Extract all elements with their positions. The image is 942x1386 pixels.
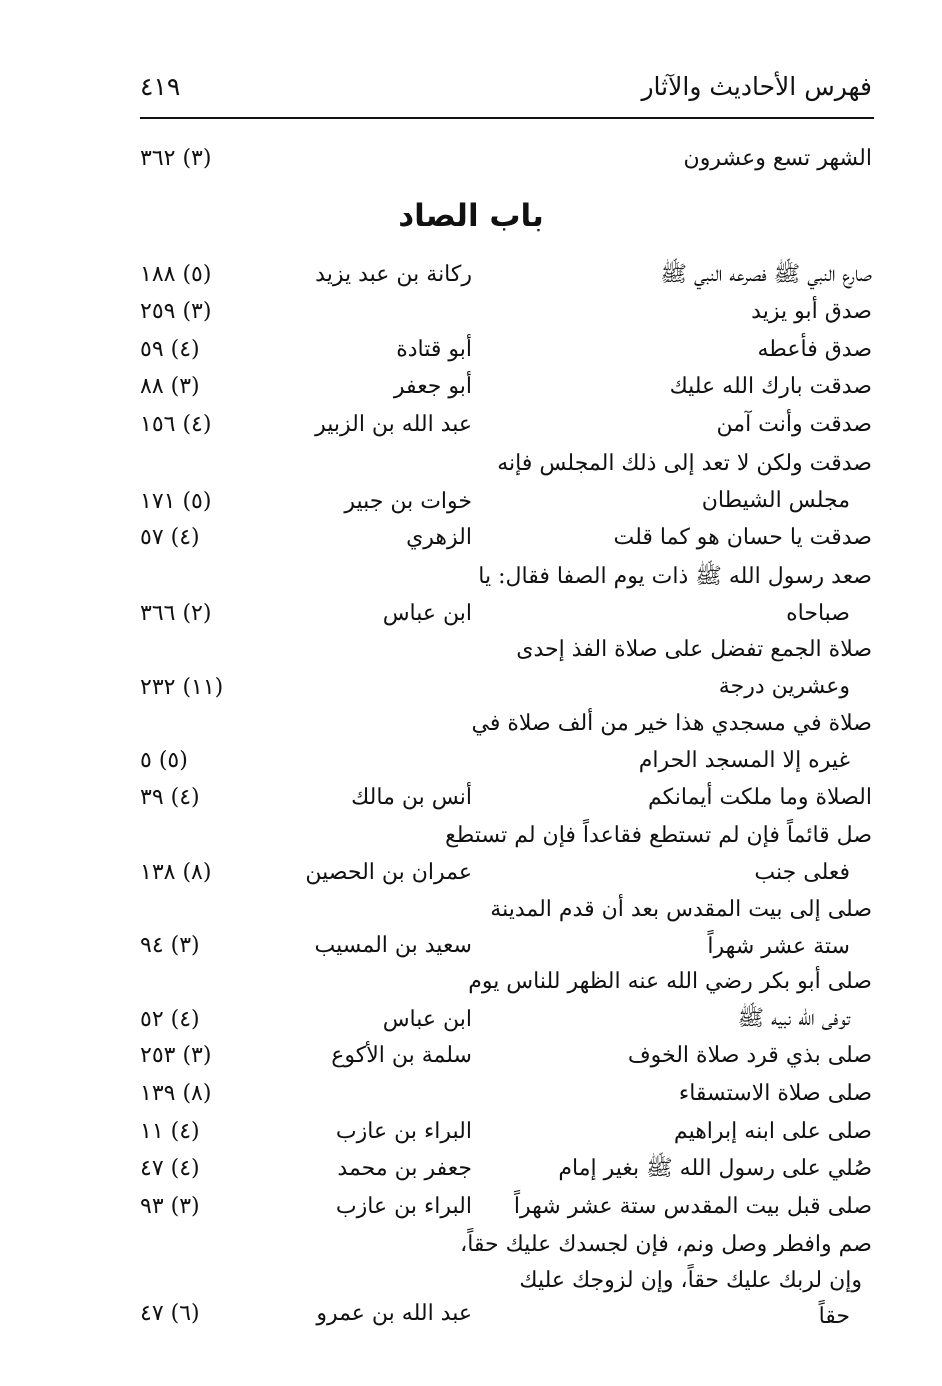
entry-narrator: أبو قتادة bbox=[396, 337, 472, 362]
entry-ref: (٣) ٩٣ bbox=[140, 1194, 200, 1219]
entry-ref: (٣) ٢٥٣ bbox=[140, 1043, 212, 1068]
entry-line: صلاة الجمع تفضل على صلاة الفذ إحدى bbox=[516, 637, 872, 662]
entry-line: صدق أبو يزيد bbox=[751, 299, 872, 324]
entry-text bbox=[460, 1231, 872, 1331]
entry-narrator: الزهري bbox=[406, 525, 472, 550]
entry-line: صدقت وأنت آمن bbox=[716, 412, 872, 437]
entry-narrator: البراء بن عازب bbox=[335, 1119, 472, 1144]
entry-line: صم وافطر وصل ونم، فإن لجسدك عليك حقاً، bbox=[460, 1232, 872, 1257]
entry-text bbox=[492, 524, 872, 552]
entry-line: صدقت بارك الله عليك bbox=[669, 374, 872, 399]
entry-text bbox=[492, 1080, 872, 1108]
entry-narrator: خوات بن جبير bbox=[344, 489, 472, 514]
section-title: باب الصاد bbox=[398, 198, 544, 234]
entry-line: صلى على ابنه إبراهيم bbox=[673, 1119, 872, 1144]
entry-narrator: ركانة بن عبد يزيد bbox=[315, 262, 472, 287]
entry-line: صباحاه bbox=[786, 601, 850, 626]
entry-line: صدق فأعطه bbox=[757, 337, 872, 362]
entry-narrator: عبد الله بن الزبير bbox=[315, 412, 472, 437]
entry-line: صعد رسول الله ﷺ ذات يوم الصفا فقال: يا bbox=[478, 564, 872, 589]
entry-ref: (٨) ١٣٩ bbox=[140, 1081, 212, 1106]
entry-text bbox=[492, 1193, 872, 1221]
entry-ref: (٤) ٥٧ bbox=[140, 525, 200, 550]
entry-narrator: عبد الله بن عمرو bbox=[316, 1301, 472, 1326]
entry-text bbox=[492, 896, 872, 961]
entry-narrator: سلمة بن الأكوع bbox=[331, 1043, 472, 1068]
top-entry-text: الشهر تسع وعشرون bbox=[683, 146, 872, 171]
entry-line: صل قائماً فإن لم تستطع فقاعداً فإن لم تستطع bbox=[445, 823, 872, 848]
entry-ref: (٢) ٣٦٦ bbox=[140, 601, 212, 626]
entry-line: توفى الله نبيه ﷺ bbox=[737, 1006, 850, 1031]
entry-line: ستة عشر شهراً bbox=[707, 934, 850, 959]
entry-text bbox=[492, 261, 872, 289]
entry-text bbox=[492, 298, 872, 326]
entry-text bbox=[492, 1155, 872, 1183]
entry-line: حقاً bbox=[818, 1304, 850, 1329]
entry-text bbox=[492, 336, 872, 364]
entry-line: وإن لربك عليك حقاً، وإن لزوجك عليك bbox=[519, 1268, 862, 1293]
page-number: ٤١٩ bbox=[140, 72, 181, 101]
entry-line: صلى قبل بيت المقدس ستة عشر شهراً bbox=[513, 1194, 872, 1219]
entry-ref: (٤) ١١ bbox=[140, 1119, 200, 1144]
entry-narrator: أبو جعفر bbox=[393, 374, 472, 399]
entry-text bbox=[492, 1042, 872, 1070]
entry-ref: (٦) ٤٧ bbox=[140, 1301, 200, 1326]
entry-text bbox=[492, 1118, 872, 1146]
entry-narrator: عمران بن الحصين bbox=[305, 860, 472, 885]
entry-text bbox=[478, 563, 872, 628]
entry-narrator: أنس بن مالك bbox=[351, 785, 472, 810]
entry-text bbox=[445, 822, 872, 887]
running-header-title: فهرس الأحاديث والآثار bbox=[641, 72, 872, 101]
entry-ref: (٥) ١٧١ bbox=[140, 489, 212, 514]
entry-ref: (٣) ٩٤ bbox=[140, 933, 200, 958]
entry-ref: (٤) ٣٩ bbox=[140, 785, 200, 810]
entry-line: صلى بذي قرد صلاة الخوف bbox=[627, 1043, 872, 1068]
entry-ref: (٨) ١٣٨ bbox=[140, 860, 212, 885]
entry-line: صُلي على رسول الله ﷺ بغير إمام bbox=[558, 1156, 872, 1181]
entry-narrator: ابن عباس bbox=[382, 601, 472, 626]
entry-ref: (٤) ٥٩ bbox=[140, 337, 200, 362]
header-rule bbox=[140, 117, 874, 119]
entry-ref: (٤) ٥٢ bbox=[140, 1007, 200, 1032]
entry-line: مجلس الشيطان bbox=[701, 488, 850, 513]
entry-text bbox=[492, 450, 872, 515]
entry-line: غيره إلا المسجد الحرام bbox=[638, 748, 850, 773]
entry-line: فعلى جنب bbox=[754, 860, 850, 885]
entry-line: صدقت يا حسان هو كما قلت bbox=[613, 525, 872, 550]
entry-ref: (٥) ٥ bbox=[140, 748, 188, 773]
entry-text bbox=[492, 411, 872, 439]
entry-narrator: جعفر بن محمد bbox=[337, 1156, 472, 1181]
entry-ref: (٥) ١٨٨ bbox=[140, 262, 212, 287]
entry-line: صلاة في مسجدي هذا خير من ألف صلاة في bbox=[471, 711, 872, 736]
entry-line: الصلاة وما ملكت أيمانكم bbox=[647, 785, 872, 810]
entry-line: وعشرين درجة bbox=[718, 674, 850, 699]
entry-ref: (٣) ٢٥٩ bbox=[140, 299, 212, 324]
entry-line: صلى أبو بكر رضي الله عنه الظهر للناس يوم bbox=[468, 969, 872, 994]
entry-text bbox=[492, 784, 872, 812]
top-entry-ref: (٣) ٣٦٢ bbox=[140, 146, 212, 171]
entry-text bbox=[492, 636, 872, 701]
entry-narrator: ابن عباس bbox=[382, 1007, 472, 1032]
entry-narrator: سعيد بن المسيب bbox=[314, 933, 472, 958]
entry-ref: (١١) ٢٣٢ bbox=[140, 675, 224, 700]
entry-line: صلى صلاة الاستسقاء bbox=[678, 1081, 872, 1106]
entry-line: صدقت ولكن لا تعد إلى ذلك المجلس فإنه bbox=[497, 451, 872, 476]
entry-text bbox=[471, 710, 872, 775]
entry-narrator: البراء بن عازب bbox=[335, 1194, 472, 1219]
entry-ref: (٤) ١٥٦ bbox=[140, 412, 212, 437]
entry-ref: (٤) ٤٧ bbox=[140, 1156, 200, 1181]
entry-line: صارع النبي ﷺ فصرعه النبي ﷺ bbox=[660, 262, 872, 287]
entry-text bbox=[492, 373, 872, 401]
entry-text bbox=[468, 968, 872, 1033]
entry-ref: (٣) ٨٨ bbox=[140, 374, 200, 399]
entry-line: صلى إلى بيت المقدس بعد أن قدم المدينة bbox=[490, 897, 872, 922]
